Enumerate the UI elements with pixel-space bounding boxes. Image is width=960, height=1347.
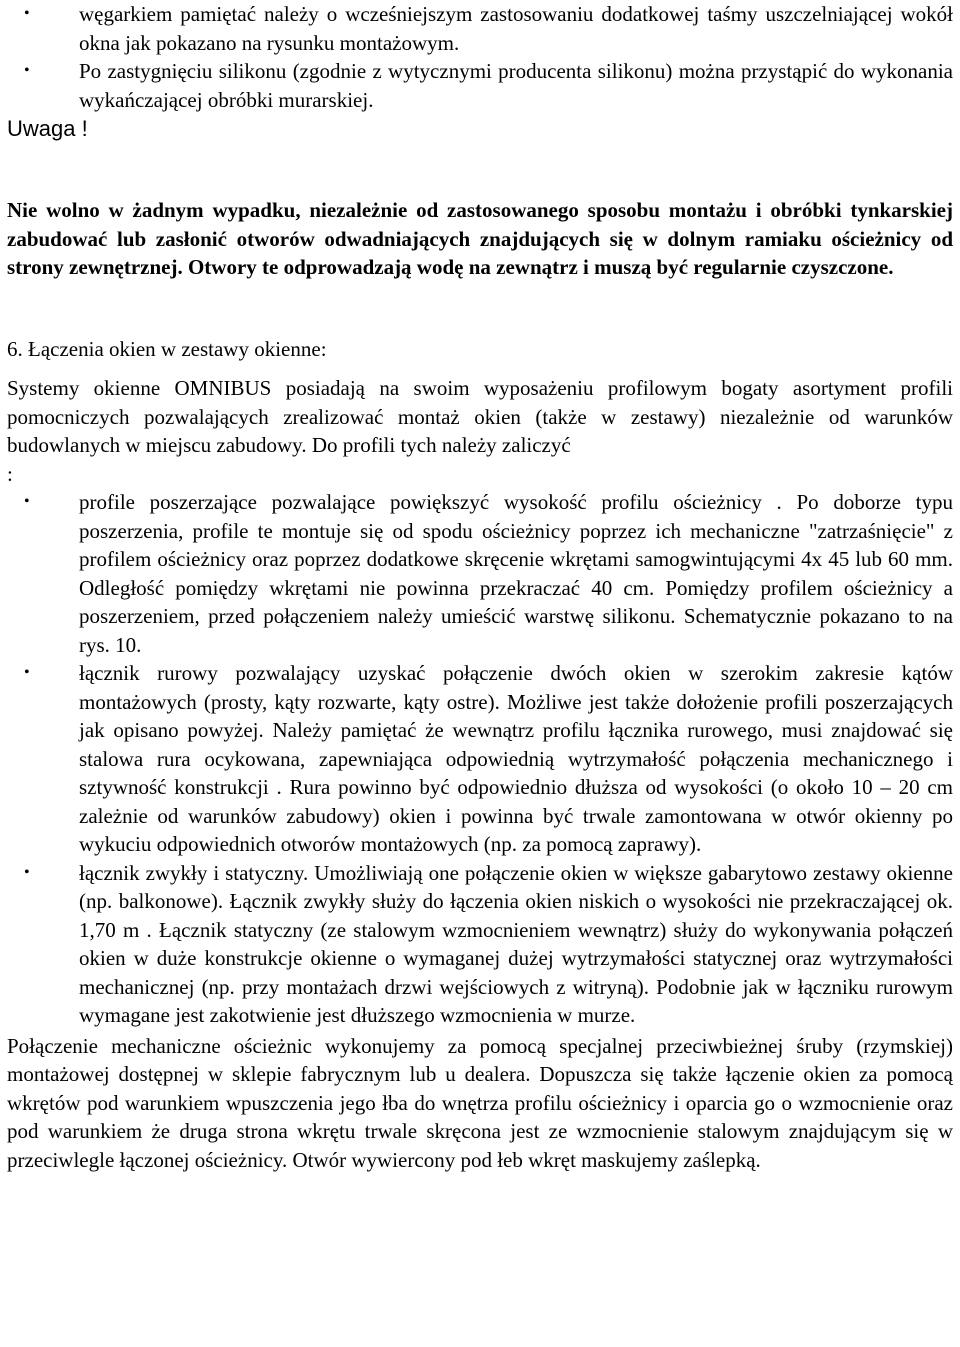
bullet-icon: •: [24, 62, 30, 79]
list-item-text: profile poszerzające pozwalające powiększyć wysokość profilu ościeżnicy . Po doborze typu poszerzenia, profile te montuje się od spodu ościeżnicy poprzez ich mechaniczne "zatrzaśnięcie" z profilem ościeżnicy oraz poprzez dodatkowe skręcenie wkrętami samogwintującymi 4x 45 lub 60 mm. Odległość pomiędzy wkrętami nie powinna przekraczać 40 cm. Pomiędzy profilem ościeżnicy a poszerzeniem, przed połączeniem należy umieścić warstwę silikonu. Schematycznie pokazano to na rys. 10.: [79, 490, 953, 657]
closing-paragraph: Połączenie mechaniczne ościeżnic wykonujemy za pomocą specjalnej przeciwbieżnej śruby (rzymskiej) montażowej dostępnej w sklepie fabrycznym lub u dealera. Dopuszcza się także łączenie okien za pomocą wkrętów pod warunkiem wpuszczenia jego łba do wnętrza profilu ościeżnicy i oparcia go o wzmocnienie oraz pod warunkiem że druga strona wkrętu trwale skręcona jest ze wzmocnienie stalowym znajdującym się w przeciwlegle łączonej ościeżnicy. Otwór wywiercony pod łeb wkręt maskujemy zaślepką.: [7, 1033, 953, 1172]
list-item: [7, 0, 953, 57]
warning-paragraph: Nie wolno w żadnym wypadku, niezależnie od zastosowanego sposobu montażu i obróbki tynkarskiej zabudować lub zasłonić otworów odwadniających znajdujących się w dolnym ramiaku ościeżnicy od strony zewnętrznej. Otwory te odprowadzają wodę na zewnątrz i muszą być regularnie czyszczone.: [7, 198, 953, 279]
bullet-icon: •: [24, 5, 30, 22]
list-item: [7, 859, 953, 1030]
list-item-text: łącznik rurowy pozwalający uzyskać połączenie dwóch okien w szerokim zakresie kątów montażowych (prosty, kąty rozwarte, kąty ostre). Możliwe jest także dołożenie profili poszerzających jak opisano powyżej. Należy pamiętać że wewnątrz profilu łącznika rurowego, musi znajdować się stalowa rura ocykowana, zapewniająca odpowiednią wytrzymałość połączenia mechanicznego i sztywność konstrukcji . Rura powinno być odpowiednio dłuższa od wysokości (o około 10 – 20 cm zależnie od warunków zabudowy) okien i powinna być trwale zamontowana w otwór okienny po wykuciu odpowiednich otworów montażowych (np. za pomocą zaprawy).: [79, 661, 953, 856]
list-item-text: węgarkiem pamiętać należy o wcześniejszym zastosowaniu dodatkowej taśmy uszczelniającej wokół okna jak pokazano na rysunku montażowym.: [79, 2, 953, 55]
list-item-text: Po zastygnięciu silikonu (zgodnie z wytycznymi producenta silikonu) można przystąpić do wykonania wykańczającej obróbki murarskiej.: [79, 59, 953, 112]
bullet-icon: •: [24, 664, 30, 681]
section-heading: 6. Łączenia okien w zestawy okienne:: [7, 336, 327, 361]
intro-colon: :: [7, 461, 13, 486]
note-label: Uwaga !: [7, 116, 88, 141]
list-item: [7, 488, 953, 659]
list-item-text: łącznik zwykły i statyczny. Umożliwiają one połączenie okien w większe gabarytowo zestawy okienne (np. balkonowe). Łącznik zwykły służy do łączenia okien niskich o wysokości nie przekraczającej ok. 1,70 m . Łącznik statyczny (ze stalowym wzmocnieniem wewnątrz) służy do wykonywania połączeń okien w duże konstrukcje okienne o wymaganej dużej wytrzymałości statycznej oraz wytrzymałości mechanicznej (np. przy montażach drzwi wejściowych z witryną). Podobnie jak w łączniku rurowym wymagane jest zakotwienie jest dłuższego wzmocnienia w murze.: [79, 860, 953, 1027]
mounting-steps-list: [7, 0, 953, 114]
profile-types-list: [7, 488, 953, 1030]
intro-paragraph: Systemy okienne OMNIBUS posiadają na swoim wyposażeniu profilowym bogaty asortyment profili pomocniczych pozwalających zrealizować montaż okien (także w zestawy) niezależnie od warunków budowlanych w miejscu zabudowy. Do profili tych należy zaliczyć: [7, 376, 953, 457]
list-item: [7, 57, 953, 114]
bullet-icon: •: [24, 493, 30, 510]
document-page: [7, 0, 953, 1174]
bullet-icon: •: [24, 863, 30, 881]
list-item: [7, 659, 953, 859]
